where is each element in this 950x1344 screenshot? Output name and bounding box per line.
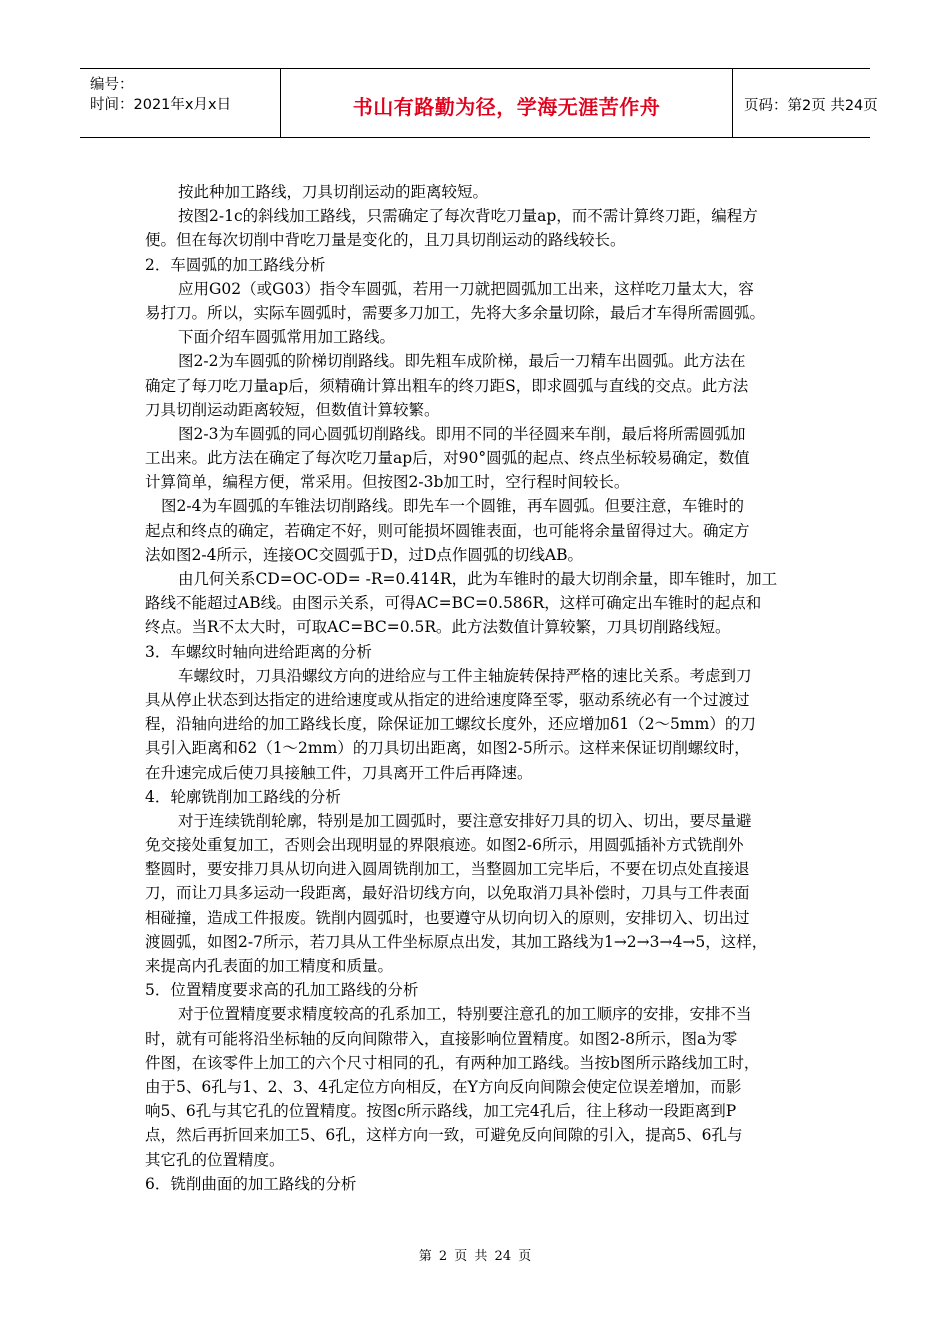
body-line: 3．车螺纹时轴向进给距离的分析 (145, 642, 372, 661)
body-line: 下面介绍车圆弧常用加工路线。 (178, 328, 396, 347)
motto-text: 书山有路勤为径，学海无涯苦作舟 (352, 95, 661, 119)
body-line: 终点。当R不太大时，可取AC=BC=0.5R。此方法数值计算较繁，刀具切削路线短。 (145, 618, 731, 637)
body-line: 具从停止状态到达指定的进给速度或从指定的进给速度降至零，驱动系统必有一个过渡过 (145, 690, 750, 709)
body-line: 具引入距离和δ2（1～2mm）的刀具切出距离，如图2-5所示。这样来保证切削螺纹时， (145, 739, 750, 758)
body-line: 起点和终点的确定，若确定不好，则可能损坏圆锥表面，也可能将余量留得过大。确定方 (145, 521, 750, 540)
body-line: 按此种加工路线，刀具切削运动的距离较短。 (178, 183, 489, 201)
body-line: 确定了每刀吃刀量ap后，须精确计算出粗车的终刀距S，即求圆弧与直线的交点。此方法 (145, 376, 749, 395)
body-line: 工出来。此方法在确定了每次吃刀量ap后，对90°圆弧的起点、终点坐标较易确定，数值 (145, 449, 750, 468)
body-line: 由于5、6孔与1、2、3、4孔定位方向相反，在Y方向反向间隙会使定位误差增加，而影 (145, 1077, 742, 1096)
header-meta (80, 69, 280, 137)
body-line: 来提高内孔表面的加工精度和质量。 (145, 957, 394, 975)
time-label: 时间：2021年x月x日 (90, 97, 232, 113)
header-page-cell (732, 69, 878, 137)
body-line: 件图，在该零件上加工的六个尺寸相同的孔，有两种加工路线。当按b图所示路线加工时， (145, 1053, 760, 1072)
body-line: 路线不能超过AB线。由图示关系，可得AC=BC=0.586R，这样可确定出车锥时的起点和 (145, 594, 762, 613)
page-header (80, 68, 878, 138)
body-line: 程，沿轴向进给的加工路线长度，除保证加工螺纹长度外，还应增加δ1（2～5mm）的刀 (145, 715, 756, 734)
body-line: 刀，而让刀具多运动一段距离，最好沿切线方向，以免取消刀具补偿时，刀具与工件表面 (145, 884, 750, 903)
page-footer: 第 2 页 共 24 页 (418, 1249, 532, 1264)
body-line: 图2-2为车圆弧的阶梯切削路线。即先粗车成阶梯，最后一刀精车出圆弧。此方法在 (178, 352, 746, 371)
body-line: 渡圆弧，如图2-7所示，若刀具从工件坐标原点出发，其加工路线为1→2→3→4→5，这样， (145, 932, 768, 951)
body-line: 计算简单，编程方便，常采用。但按图2-3b加工时，空行程时间较长。 (145, 473, 630, 492)
body-line: 应用G02（或G03）指令车圆弧，若用一刀就把圆弧加工出来，这样吃刀量太大，容 (178, 279, 754, 298)
body-line: 易打刀。所以，实际车圆弧时，需要多刀加工，先将大多余量切除，最后才车得所需圆弧。 (145, 303, 766, 322)
document-body (145, 180, 809, 1196)
body-line: 便。但在每次切削中背吃刀量是变化的，且刀具切削运动的路线较长。 (145, 231, 626, 250)
body-line: 5．位置精度要求高的孔加工路线的分析 (145, 981, 419, 1000)
body-line: 车螺纹时，刀具沿螺纹方向的进给应与工件主轴旋转保持严格的速比关系。考虑到刀 (178, 666, 752, 685)
body-line: 其它孔的位置精度。 (145, 1150, 285, 1169)
body-line: 刀具切削运动距离较短，但数值计算较繁。 (145, 400, 440, 419)
page-info: 页码：第2页 共24页 (744, 98, 878, 114)
body-line: 图2-4为车圆弧的车锥法切削路线。即先车一个圆锥，再车圆弧。但要注意，车锥时的 (161, 497, 744, 516)
body-line: 整圆时，要安排刀具从切向进入圆周铣削加工，当整圆加工完毕后，不要在切点处直接退 (145, 860, 750, 879)
body-line: 点，然后再折回来加工5、6孔，这样方向一致，可避免反向间隙的引入，提高5、6孔与 (145, 1126, 743, 1145)
body-line: 由几何关系CD=OC-OD= -R=0.414R，此为车锥时的最大切削余量，即车锥时，加工 (178, 570, 778, 588)
body-line: 时，就有可能将沿坐标轴的反向间隙带入，直接影响位置精度。如图2-8所示，图a为零 (145, 1029, 738, 1048)
body-line: 对于连续铣削轮廓，特别是加工圆弧时，要注意安排好刀具的切入、切出，要尽量避 (178, 811, 752, 830)
body-line: 6．铣削曲面的加工路线的分析 (145, 1174, 357, 1193)
body-line: 按图2-1c的斜线加工路线，只需确定了每次背吃刀量ap，而不需计算终刀距，编程方 (178, 207, 758, 226)
body-line: 4．轮廓铣削加工路线的分析 (145, 787, 341, 806)
body-line: 图2-3为车圆弧的同心圆弧切削路线。即用不同的半径圆来车削，最后将所需圆弧加 (178, 424, 746, 443)
number-label: 编号： (90, 77, 134, 93)
body-line: 对于位置精度要求精度较高的孔系加工，特别要注意孔的加工顺序的安排，安排不当 (178, 1005, 752, 1024)
body-line: 2．车圆弧的加工路线分析 (145, 255, 326, 274)
body-line: 在升速完成后使刀具接触工件，刀具离开工件后再降速。 (145, 763, 533, 782)
body-line: 免交接处重复加工，否则会出现明显的界限痕迹。如图2-6所示，用圆弧插补方式铣削外 (145, 836, 744, 855)
header-motto-cell (280, 69, 733, 137)
body-line: 法如图2-4所示，连接OC交圆弧于D，过D点作圆弧的切线AB。 (145, 545, 583, 564)
body-line: 响5、6孔与其它孔的位置精度。按图c所示路线，加工完4孔后，往上移动一段距离到P (145, 1102, 737, 1121)
body-line: 相碰撞，造成工件报废。铣削内圆弧时，也要遵守从切向切入的原则，安排切入、切出过 (145, 908, 750, 927)
